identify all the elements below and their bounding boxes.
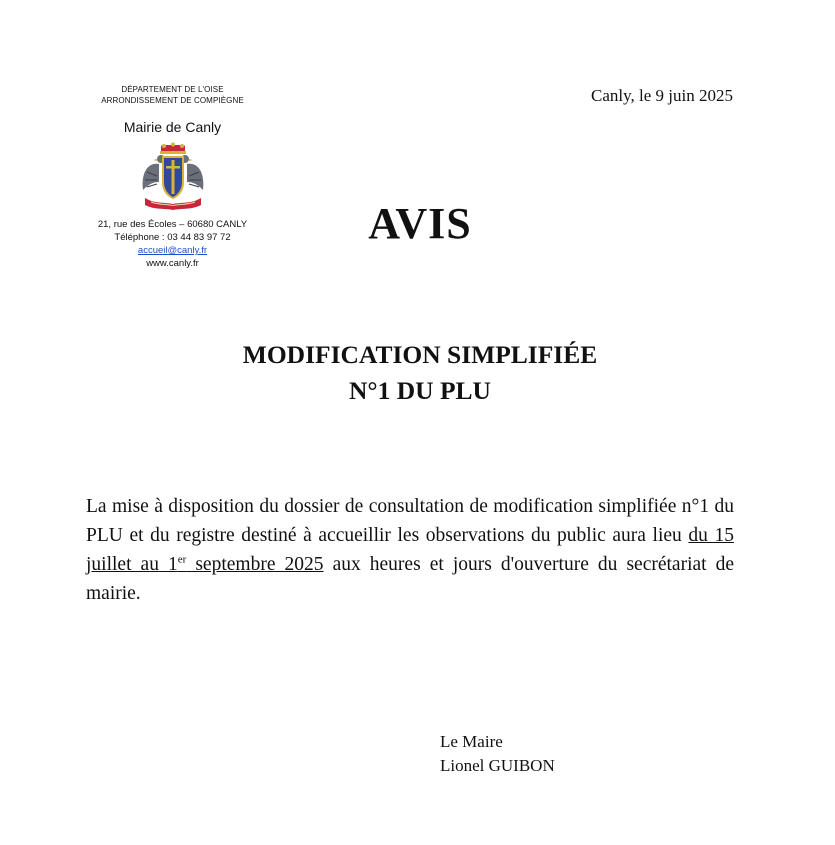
- mairie-name: Mairie de Canly: [123, 119, 222, 135]
- period-end: septembre 2025: [186, 554, 324, 575]
- period-start: du 15 juillet au 1: [86, 525, 734, 575]
- period-superscript: er: [177, 553, 187, 566]
- phone-line: Téléphone : 03 44 83 97 72: [114, 232, 231, 243]
- email-link[interactable]: accueil@canly.fr: [137, 245, 208, 256]
- signature-block: [440, 730, 555, 778]
- document-title: AVIS: [368, 199, 472, 248]
- subject-line-1: MODIFICATION SIMPLIFIÉE: [242, 340, 598, 369]
- arrondissement-label: ARRONDISSEMENT DE COMPIÈGNE: [101, 96, 244, 105]
- notice-paragraph: [86, 492, 734, 608]
- signature-name: Lionel GUIBON: [440, 756, 555, 775]
- notice-text-outro: aux heures et jours d'ouverture du secrétariat de mairie.: [86, 554, 735, 604]
- notice-text-intro: La mise à disposition du dossier de consultation de modification simplifiée n°1 du PLU et du registre destiné à accueillir les observations du public aura lieu: [86, 496, 734, 546]
- website-line: www.canly.fr: [146, 258, 199, 269]
- signature-role: Le Maire: [440, 732, 503, 751]
- document-subject: [0, 337, 835, 409]
- date-line: Canly, le 9 juin 2025: [591, 86, 733, 105]
- address-line: 21, rue des Écoles – 60680 CANLY: [97, 219, 248, 230]
- department-label: DÉPARTEMENT DE L'OISE: [121, 85, 224, 94]
- subject-line-2: N°1 DU PLU: [349, 376, 491, 405]
